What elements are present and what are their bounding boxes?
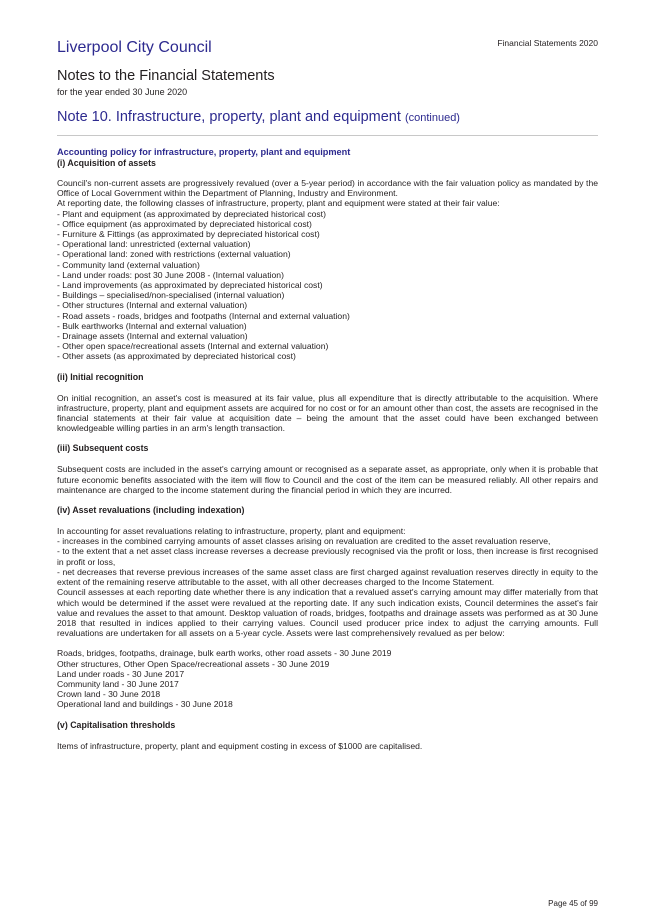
revaluation-assessment: Council assesses at each reporting date whether there is any indication that a revalued asset's carrying amount may differ materially from that which would be determined if the asset were revalued at the reporting date. If any such indication exists, Council determines the asset's fair value and revalues the asset to that amount. Desktop valuation of roads, bridges, footpaths and drainage assets was performed as at 30 June 2018 that resulted in indices applied to their carrying values. Council used producer price index to adjust the carrying amounts. Full revaluations are undertaken for all assets on a 5-year cycle. Assets were last comprehensively revalued as per below: bbox=[57, 587, 598, 639]
list-item: Other structures, Other Open Space/recreational assets - 30 June 2019 bbox=[57, 658, 330, 669]
capitalisation-heading: (v) Capitalisation thresholds bbox=[57, 719, 176, 730]
list-item: - Operational land: unrestricted (external valuation) bbox=[57, 239, 251, 250]
revaluation-bullet: - increases in the combined carrying amounts of asset classes arising on revaluation are credited to the asset revaluation reserve, bbox=[57, 536, 551, 547]
header-divider bbox=[57, 135, 598, 136]
initial-recognition-text: On initial recognition, an asset's cost is measured at its fair value, plus all expenditure that is directly attributable to the acquisition. Where infrastructure, property, plant and equipment assets are acquired for no cost or for an amount other than cost, the assets are recognised in the financial statements at their fair value at acquisition date – being the amount that the asset could have been exchanged between knowledgeable willing parties in an arm's length transaction. bbox=[57, 392, 598, 434]
list-item: Land under roads - 30 June 2017 bbox=[57, 668, 185, 679]
subsequent-costs-text: Subsequent costs are included in the asset's carrying amount or recognised as a separate asset, as appropriate, only when it is probable that future economic benefits associated with the item will flow to Council and the cost of the item can be measured reliably. All other repairs and maintenance are charged to the income statement during the financial period in which they are incurred. bbox=[57, 464, 598, 495]
revaluations-heading: (iv) Asset revaluations (including indexation) bbox=[57, 505, 245, 516]
page-number: Page 45 of 99 bbox=[548, 899, 598, 908]
report-label: Financial Statements 2020 bbox=[497, 38, 598, 48]
list-item: - Land improvements (as approximated by depreciated historical cost) bbox=[57, 280, 323, 291]
capitalisation-text: Items of infrastructure, property, plant and equipment costing in excess of $1000 are capitalised. bbox=[57, 740, 423, 751]
list-item: - Furniture & Fittings (as approximated by depreciated historical cost) bbox=[57, 229, 320, 240]
organisation-name: Liverpool City Council bbox=[57, 39, 212, 56]
note-continued: (continued) bbox=[404, 112, 460, 124]
note-body bbox=[57, 147, 598, 751]
list-item: - Other open space/recreational assets (Internal and external valuation) bbox=[57, 341, 329, 352]
revaluation-dates-list bbox=[57, 648, 598, 709]
list-item: - Office equipment (as approximated by depreciated historical cost) bbox=[57, 218, 312, 229]
asset-classes-list bbox=[57, 209, 598, 362]
list-item: - Bulk earthworks (Internal and external valuation) bbox=[57, 320, 247, 331]
list-item: - Plant and equipment (as approximated by depreciated historical cost) bbox=[57, 208, 326, 219]
list-item: Roads, bridges, footpaths, drainage, bulk earth works, other road assets - 30 June 2019 bbox=[57, 648, 392, 659]
list-item: - Land under roads: post 30 June 2008 - (Internal valuation) bbox=[57, 269, 284, 280]
revaluation-bullet: - net decreases that reverse previous increases of the same asset class are first charged against revaluation reserves directly in equity to the extent of the remaining reserve attributable to the asset, with all other decreases charged to the Income Statement. bbox=[57, 566, 598, 588]
policy-heading: Accounting policy for infrastructure, property, plant and equipment bbox=[57, 147, 351, 157]
list-item: - Drainage assets (Internal and external valuation) bbox=[57, 331, 248, 342]
list-item: - Road assets - roads, bridges and footpaths (Internal and external valuation) bbox=[57, 310, 350, 321]
subsequent-costs-heading: (iii) Subsequent costs bbox=[57, 443, 149, 454]
list-item: - Other assets (as approximated by depreciated historical cost) bbox=[57, 351, 296, 362]
initial-recognition-heading: (ii) Initial recognition bbox=[57, 371, 144, 382]
note-title bbox=[57, 109, 460, 125]
list-item: - Buildings – specialised/non-specialised (internal valuation) bbox=[57, 290, 285, 301]
notes-subtitle: for the year ended 30 June 2020 bbox=[57, 87, 188, 97]
list-item: Community land - 30 June 2017 bbox=[57, 678, 179, 689]
list-item: - Operational land: zoned with restrictions (external valuation) bbox=[57, 249, 291, 260]
acquisition-intro: Council's non-current assets are progressively revalued (over a 5-year period) in accordance with the fair valuation policy as mandated by the Office of Local Government within the Department of Planning, Industry and Environment. bbox=[57, 178, 598, 199]
list-item: Operational land and buildings - 30 June 2018 bbox=[57, 699, 233, 710]
note-title-text: Note 10. Infrastructure, property, plant and equipment bbox=[57, 109, 401, 125]
acquisition-heading: (i) Acquisition of assets bbox=[57, 158, 156, 168]
list-item: Crown land - 30 June 2018 bbox=[57, 689, 161, 700]
notes-title: Notes to the Financial Statements bbox=[57, 68, 275, 84]
revaluations-intro: In accounting for asset revaluations relating to infrastructure, property, plant and equipment: bbox=[57, 526, 406, 537]
classes-intro: At reporting date, the following classes of infrastructure, property, plant and equipment were stated at their fair value: bbox=[57, 198, 500, 209]
revaluation-bullet: - to the extent that a net asset class increase reverses a decrease previously recognised via the profit or loss, then increase is first recognised in profit or loss, bbox=[57, 546, 598, 567]
list-item: - Community land (external valuation) bbox=[57, 259, 200, 270]
list-item: - Other structures (Internal and external valuation) bbox=[57, 300, 248, 311]
